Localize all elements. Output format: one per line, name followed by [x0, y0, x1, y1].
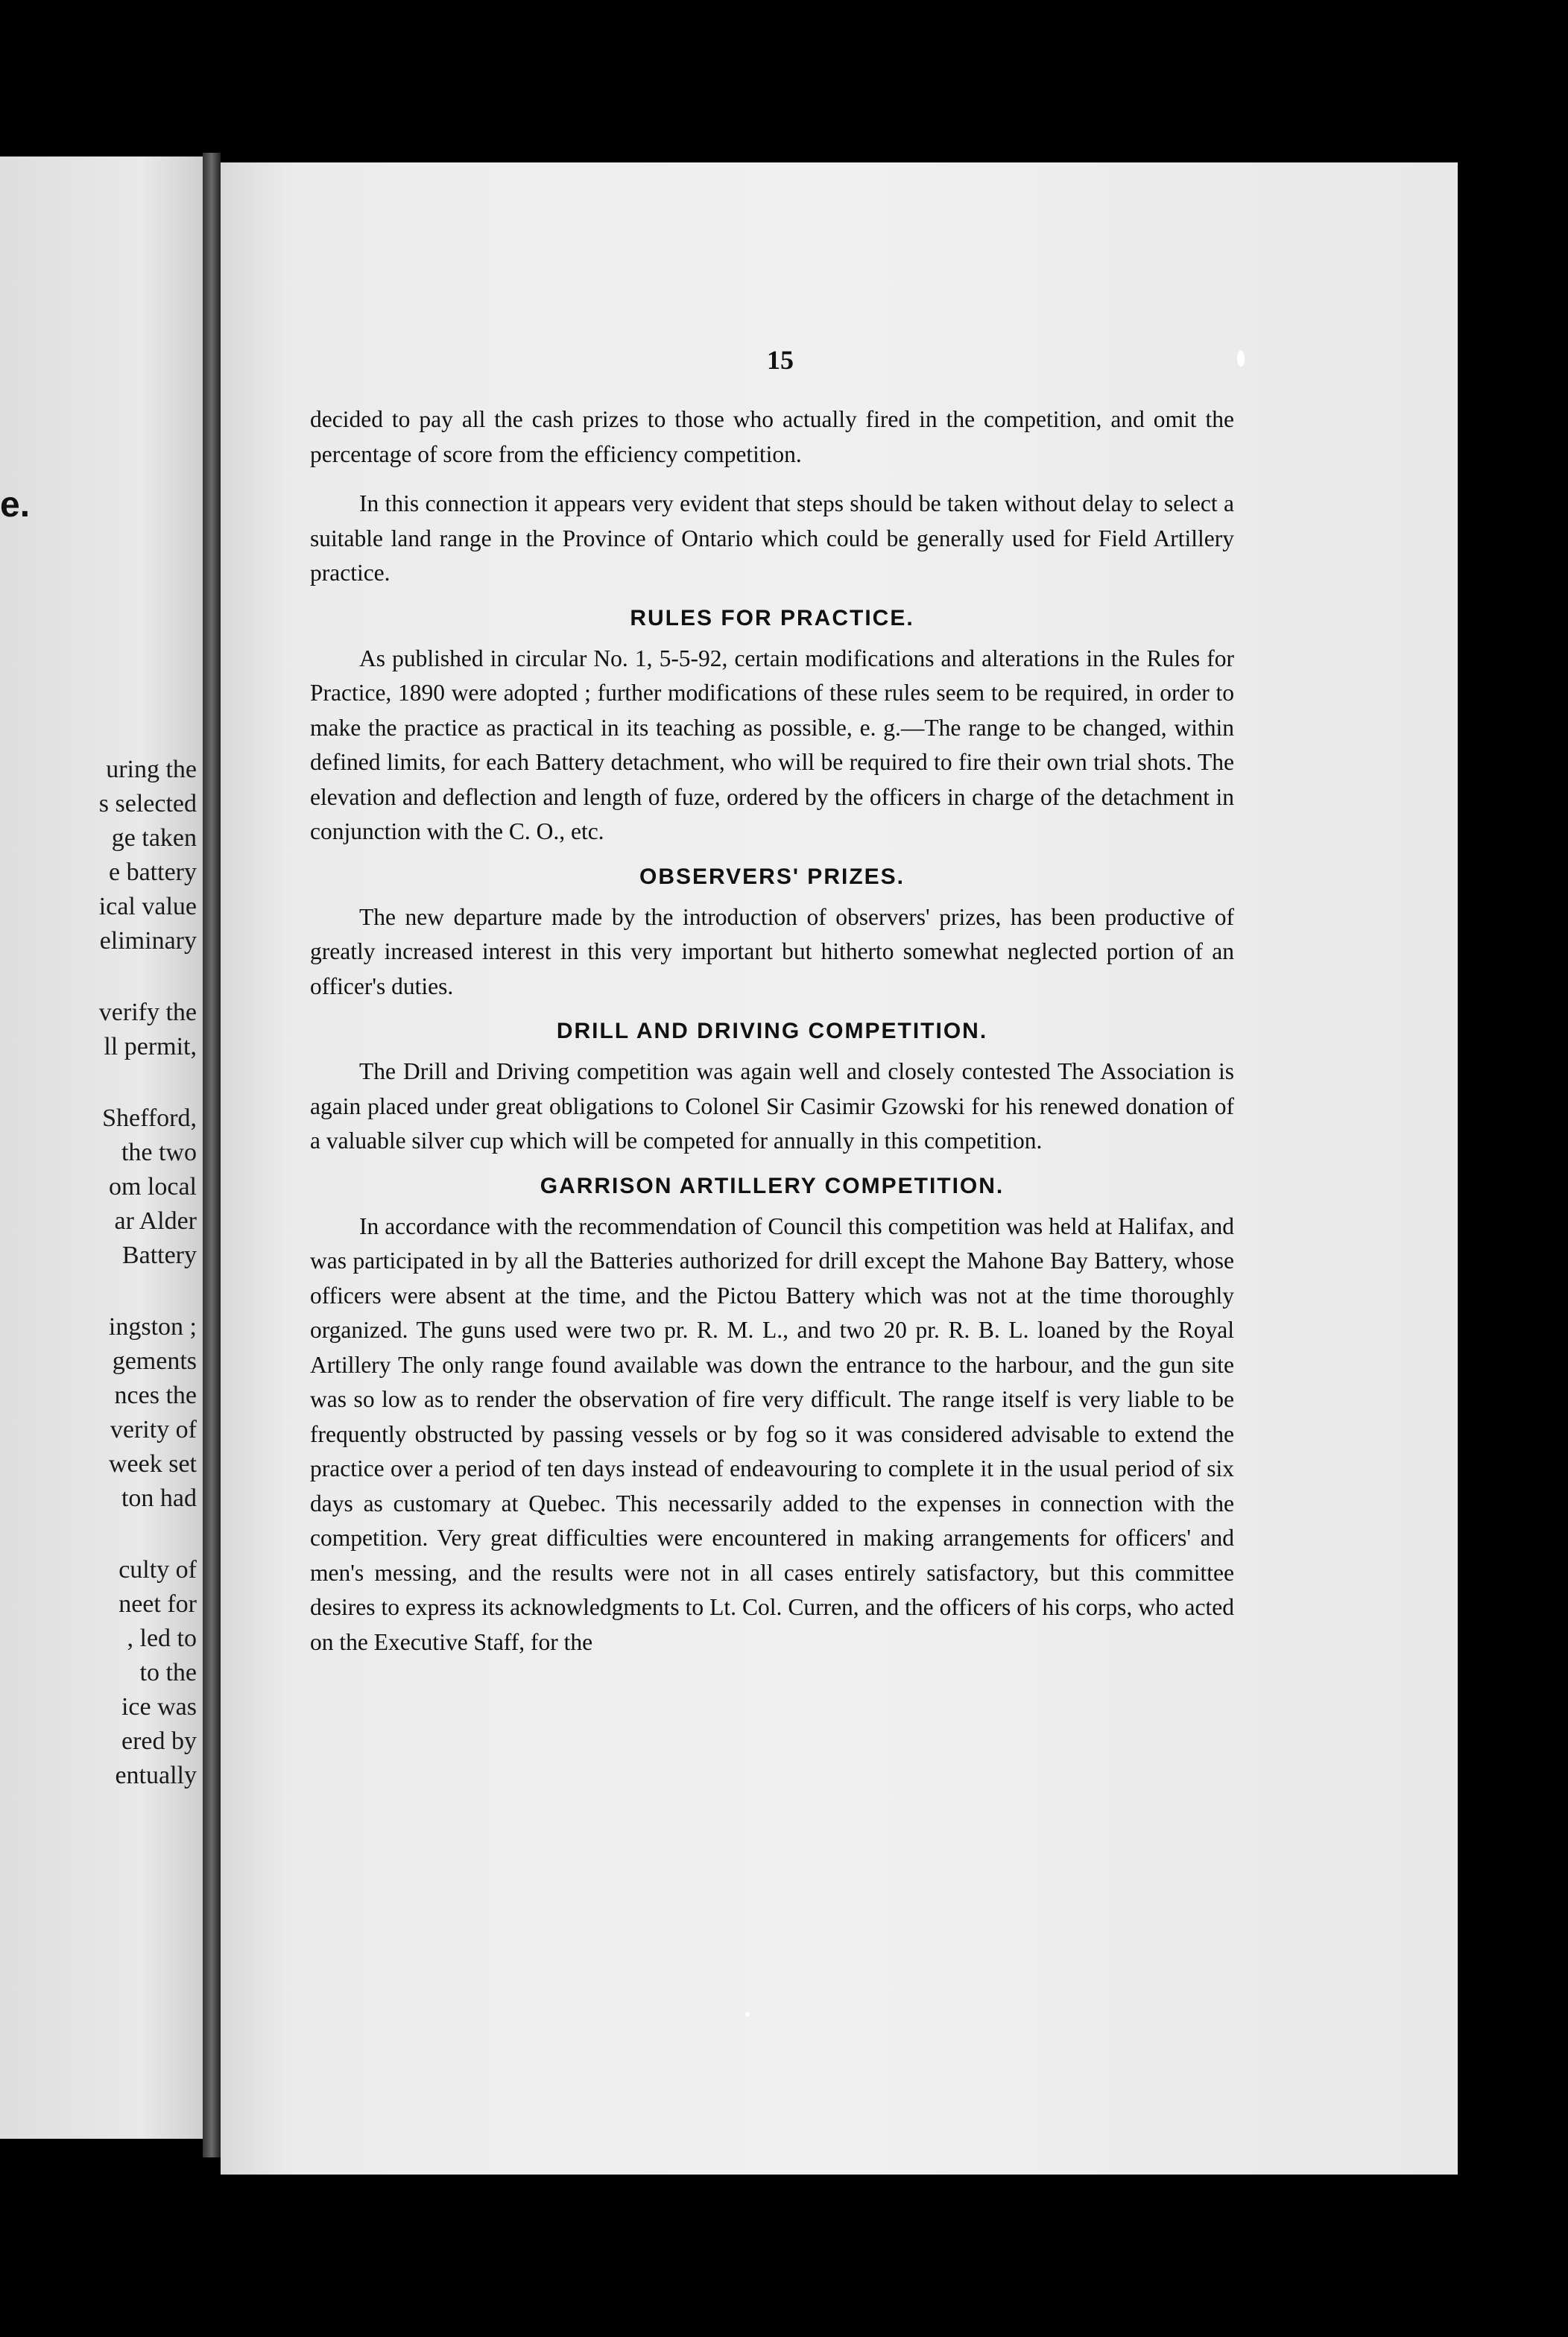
body-paragraph: The Drill and Driving competition was again well and closely contested The Association is again placed under great obligations to Colonel Sir Casimir Gzowski for his renewed donation of a valuable silver cup which will be competed for annually in this competition. — [310, 1058, 1234, 1154]
left-page-line: eliminary — [99, 927, 197, 955]
left-page-line: verity of — [110, 1416, 197, 1443]
left-page-line: ered by — [121, 1727, 197, 1755]
scan-speck — [1237, 350, 1245, 367]
left-page-line: e battery — [109, 858, 197, 886]
section-heading: RULES FOR PRACTICE. — [630, 605, 914, 630]
left-page-line: ice was — [121, 1693, 197, 1721]
section-heading: GARRISON ARTILLERY COMPETITION. — [540, 1173, 1005, 1198]
left-page-line: neet for — [118, 1590, 197, 1618]
page-body — [310, 402, 1234, 1660]
left-page-line: nces the — [114, 1382, 197, 1409]
left-page-line: ll permit, — [104, 1033, 197, 1060]
left-page-line: ical value — [98, 893, 197, 920]
left-page-line: ge taken — [111, 824, 197, 852]
left-page-line: ingston ; — [108, 1313, 197, 1341]
left-page-line: , led to — [127, 1625, 197, 1652]
left-page-line: Battery — [121, 1242, 197, 1269]
left-page-line: Shefford, — [102, 1104, 197, 1132]
left-page-line: uring the — [106, 756, 197, 783]
section-heading: OBSERVERS' PRIZES. — [639, 864, 905, 889]
left-page-line: the two — [121, 1139, 197, 1166]
left-page-line: week set — [108, 1450, 197, 1478]
left-page-line: ton had — [121, 1484, 197, 1512]
book-spine — [203, 153, 221, 2157]
left-page-line: om local — [108, 1173, 197, 1201]
left-page-heading-fragment: e. — [0, 485, 31, 525]
page-number: 15 — [767, 345, 794, 375]
left-page-line: to the — [139, 1659, 197, 1686]
left-page-line: entually — [115, 1762, 197, 1789]
body-paragraph: In accordance with the recommendation of Council this competition was held at Halifax, and was participated in by all the Batteries authorized for drill except the Mahone Bay Battery, whose officers were absent at the time, and the Pictou Battery which was not at the time thoroughly organized. The guns used were two pr. R. M. L., and two 20 pr. R. B. L. loaned by the Royal Artillery The only range found available was down the entrance to the harbour, and the gun site was so low as to render the observation of fire very difficult. The range itself is very liable to be frequently obstructed by passing vessels or by fog so it was considered advisable to extend the practice over a period of ten days instead of endeavouring to complete it in the usual period of six days as customary at Quebec. This necessarily added to the expenses in connection with the competition. Very great difficulties were encountered in making arrangements for officers' and men's messing, and the results were not in all cases entirely satisfactory, but this committee desires to express its acknowledgments to Lt. Col. Curren, and the officers of his corps, who acted on the Executive Staff, for the — [310, 1212, 1234, 1655]
left-page — [0, 156, 203, 2139]
scan-speck — [745, 2012, 750, 2017]
left-page-line: verify the — [98, 999, 197, 1026]
left-page-line: gements — [112, 1347, 197, 1375]
body-paragraph: decided to pay all the cash prizes to those who actually fired in the competition, and omit the percentage of score from the efficiency competition. — [310, 406, 1234, 467]
section-heading: DRILL AND DRIVING COMPETITION. — [556, 1019, 988, 1043]
left-page-line: culty of — [118, 1556, 197, 1584]
left-page-line: s selected — [98, 790, 197, 818]
body-paragraph: In this connection it appears very evident that steps should be taken without delay to select a suitable land range in the Province of Ontario which could be generally used for Field Artillery practice. — [310, 490, 1234, 586]
left-page-line: ar Alder — [114, 1207, 197, 1235]
body-paragraph: The new departure made by the introduction of observers' prizes, has been productive of greatly increased interest in this very important but hitherto somewhat neglected portion of an officer's duties. — [310, 903, 1234, 999]
body-paragraph: As published in circular No. 1, 5-5-92, certain modifications and alterations in the Rules for Practice, 1890 were adopted ; further modifications of these rules seem to be required, in order to make the practice as practical in its teaching as possible, e. g.—The range to be changed, within defined limits, for each Battery detachment, who will be required to fire their own trial shots. The elevation and deflection and length of fuze, ordered by the officers in charge of the detachment in conjunction with the C. O., etc. — [310, 645, 1234, 844]
